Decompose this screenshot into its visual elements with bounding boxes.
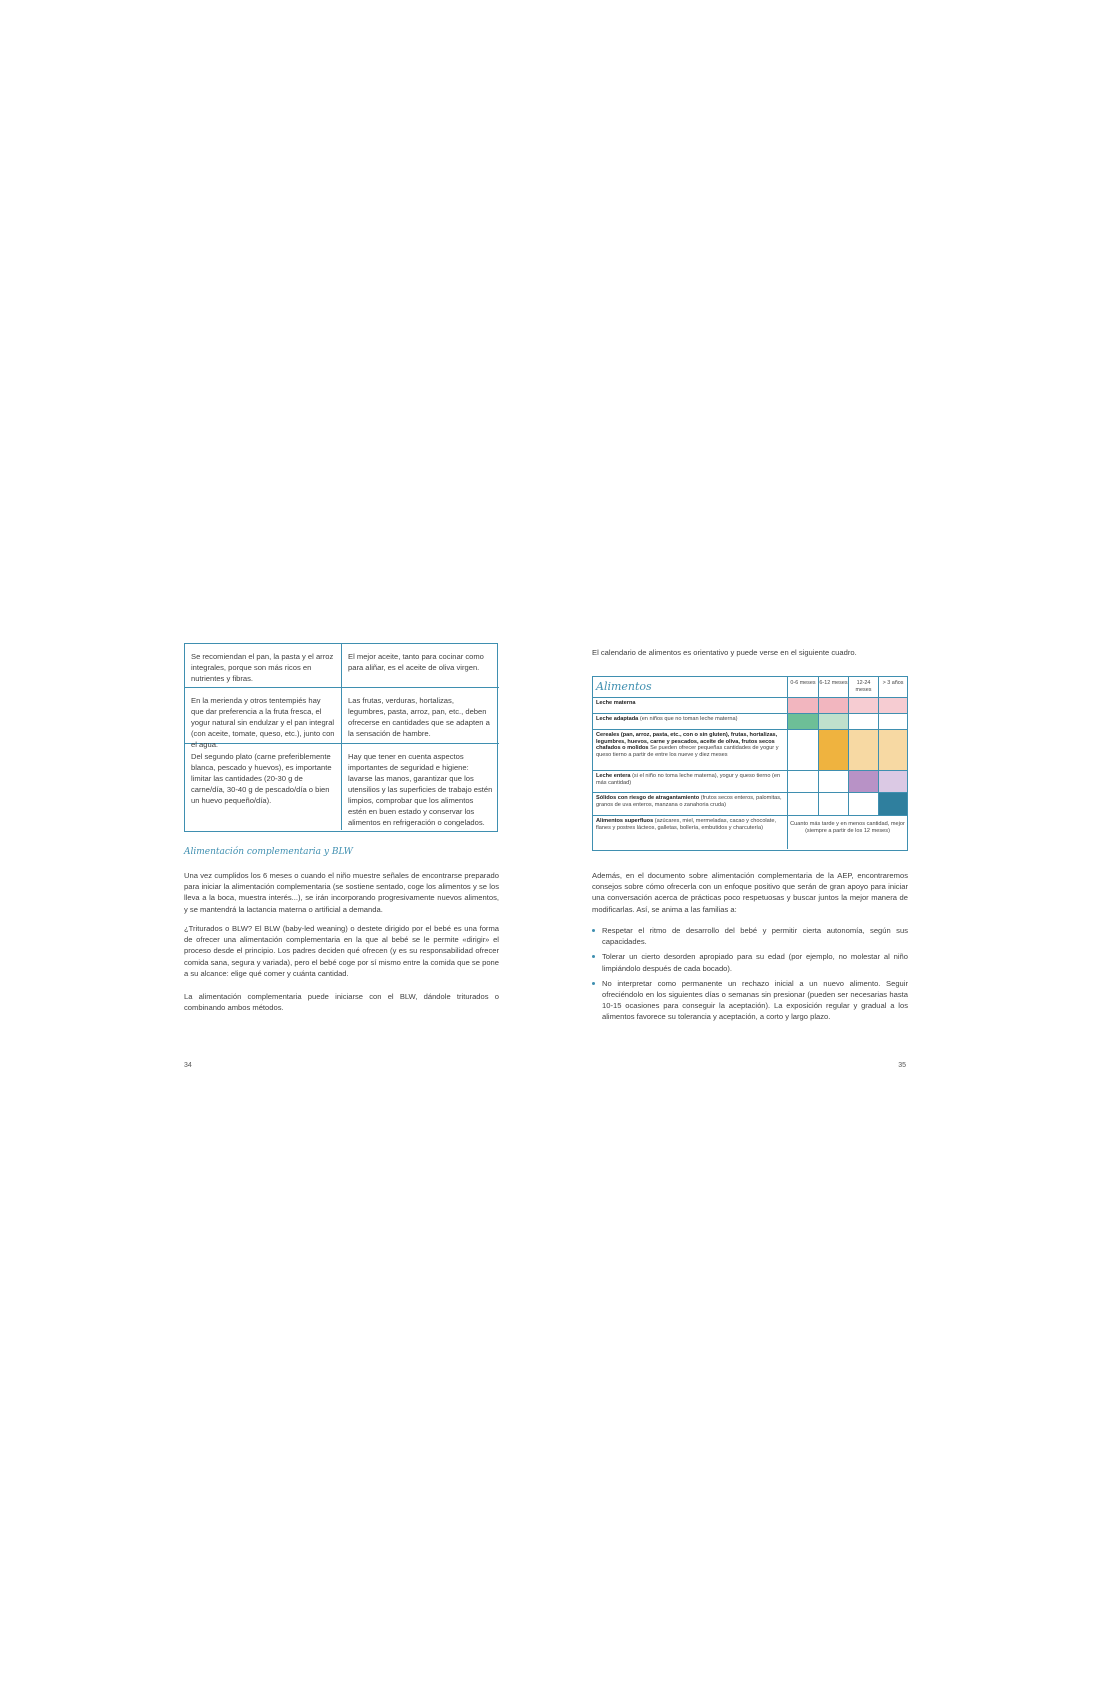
tips-cell: Hay que tener en cuenta aspectos importantes de seguridad e higiene: lavarse las manos, garantizar que los utensilios y las superficies de trabajo estén limpios, comprobar que los alimentos estén en buen estado y conservar los alimentos en refrigeración o congelados. [348, 752, 493, 827]
bullet-icon [592, 929, 595, 932]
calendar-cell-filled [818, 698, 848, 713]
calendar-cell-filled [788, 714, 818, 729]
calendar-cell-empty [818, 793, 848, 815]
calendar-cell-empty [848, 714, 878, 729]
tips-cell: Las frutas, verduras, hortalizas, legumbres, pasta, arroz, pan, etc., deben ofrecerse en cantidades que se adapten a la sensación de hambre. [342, 688, 499, 744]
calendar-header-row [593, 677, 907, 698]
food-label [593, 771, 788, 792]
list-item-text: Tolerar un cierto desorden apropiado para su edad (por ejemplo, no molestar al niño limpiándolo después de cada bocado). [602, 952, 908, 973]
calendar-cell-light [878, 730, 907, 770]
calendar-cell-empty [788, 793, 818, 815]
calendar-cell-empty [818, 771, 848, 792]
calendar-cell-light [818, 714, 848, 729]
calendar-row [593, 698, 907, 714]
calendar-cell-light [848, 730, 878, 770]
food-label-bold: Cereales (pan, arroz, pasta, etc., con o sin gluten), frutas, hortalizas, legumbres, huevos, carne y pescados, aceite de oliva, frutos secos chafados o molidos [596, 732, 778, 752]
age-column-header: 0-6 meses [790, 680, 816, 686]
calendar-cell-light [878, 771, 907, 792]
tips-cell: En la merienda y otros tentempiés hay que dar preferencia a la fruta fresca, el yogur natural sin endulzar y el pan integral (con aceite, tomate, queso, etc.), junto con el agua. [185, 688, 342, 744]
food-label [593, 714, 788, 729]
advice-list [592, 925, 908, 1027]
calendar-cell-light [848, 698, 878, 713]
calendar-row [593, 714, 907, 730]
list-item [592, 978, 908, 1023]
food-label [593, 730, 788, 770]
food-label-bold: Leche adaptada [596, 716, 639, 722]
calendar-cell-light [878, 698, 907, 713]
bullet-icon [592, 955, 595, 958]
calendar-cell-empty [788, 730, 818, 770]
food-label [593, 816, 788, 849]
food-label [593, 698, 788, 713]
tips-cell: El mejor aceite, tanto para cocinar como para aliñar, es el aceite de oliva virgen. [342, 644, 499, 688]
food-label-detail: Se pueden ofrecer pequeñas cantidades de yogur y queso tierno a partir de entre los nueve y diez meses [596, 745, 779, 758]
list-item-text: Respetar el ritmo de desarrollo del bebé y permitir cierta autonomía, según sus capacidades. [602, 926, 908, 947]
age-column-header: 6-12 meses [818, 677, 848, 697]
body-paragraph: La alimentación complementaria puede iniciarse con el BLW, dándole triturados o combinando ambos métodos. [184, 992, 499, 1013]
body-paragraph: Además, en el documento sobre alimentación complementaria de la AEP, encontraremos consejos sobre cómo ofrecerla con un enfoque positivo que serán de gran apoyo para iniciar una conversación acerca de prácticas poco respetuosas y buscar juntos la mejor manera de modificarlas. Así, se anima a las familias a: [592, 871, 908, 914]
calendar-cell-filled [848, 771, 878, 792]
body-paragraph: ¿Triturados o BLW? El BLW (baby-led weaning) o destete dirigido por el bebé es una forma de ofrecer una alimentación complementaria en la que al bebé se le permite «dirigir» el proceso desde el principio. Los padres deciden qué ofrecen (y es su responsabilidad ofrecer comida sana, segura y variada), pero el bebé coge por sí mismo entre la comida que se pone a su alcance: elige qué comer y cuánta cantidad. [184, 924, 499, 978]
age-column-header: 12-24 meses [848, 677, 878, 697]
food-label-bold: Alimentos superfluos [596, 818, 654, 824]
calendar-row [593, 793, 907, 816]
bullet-icon [592, 982, 595, 985]
tips-cell: Del segundo plato (carne preferiblemente blanca, pescado y huevos), es importante limitar las cantidades (20-30 g de carne/día, 30-40 g de pescado/día o bien un huevo pequeño/día). [185, 744, 342, 830]
body-paragraph: Una vez cumplidos los 6 meses o cuando el niño muestre señales de encontrarse preparado para iniciar la alimentación complementaria (se sostiene sentado, coge los alimentos y se los lleva a la boca, muestra interés...), se irán incorporando progresivamente nuevos alimentos, y se mantendrá la lactancia materna o artificial a demanda. [184, 871, 499, 914]
food-label-detail: (en niños que no toman leche materna) [638, 716, 738, 722]
food-label-detail: (si el niño no toma leche materna), yogur y queso tierno (en más cantidad) [596, 773, 781, 786]
calendar-title: Alimentos [593, 677, 788, 697]
calendar-row [593, 816, 907, 849]
age-column-header: > 3 años [878, 677, 907, 697]
calendar-cell-filled [878, 793, 907, 815]
calendar-cell-filled [788, 698, 818, 713]
page-number: 35 [898, 1062, 906, 1069]
food-label-bold: Leche materna [596, 700, 636, 706]
superfluous-note: Cuanto más tarde y en menos cantidad, mejor (siempre a partir de los 12 meses) [790, 821, 905, 834]
food-label-detail: (frutos secos enteros, palomitas, granos de uva enteros, manzana o zanahoria cruda) [596, 795, 782, 808]
list-item [592, 951, 908, 973]
calendar-cell-empty [848, 793, 878, 815]
food-label-detail: (azúcares, miel, mermeladas, cacao y chocolate, flanes y postres lácteos, galletas, bollería, embutidos y charcutería) [596, 818, 777, 831]
tips-cell: Se recomiendan el pan, la pasta y el arroz integrales, porque son más ricos en nutrientes y fibras. [185, 644, 342, 688]
calendar-intro: El calendario de alimentos es orientativo y puede verse en el siguiente cuadro. [592, 648, 857, 657]
tips-table [184, 643, 498, 832]
section-heading: Alimentación complementaria y BLW [184, 847, 353, 857]
list-item [592, 925, 908, 947]
calendar-cell-filled [818, 730, 848, 770]
right-page [550, 0, 1100, 1698]
food-calendar-table [592, 676, 908, 851]
calendar-cell-empty [878, 714, 907, 729]
calendar-row [593, 771, 907, 793]
food-label-bold: Sólidos con riesgo de atragantamiento [596, 795, 700, 801]
calendar-row [593, 730, 907, 771]
page-number: 34 [184, 1062, 192, 1069]
food-label [593, 793, 788, 815]
calendar-cell-empty [788, 771, 818, 792]
food-label-bold: Leche entera [596, 773, 631, 779]
list-item-text: No interpretar como permanente un rechazo inicial a un nuevo alimento. Seguir ofreciéndolo en los siguientes días o semanas sin presionar (pueden ser necesarias hasta 10-15 ocasiones para conseguir la aceptación). La exposición regular y gradual a los alimentos favorece su tolerancia y aceptación, a corto y largo plazo. [602, 978, 908, 1022]
